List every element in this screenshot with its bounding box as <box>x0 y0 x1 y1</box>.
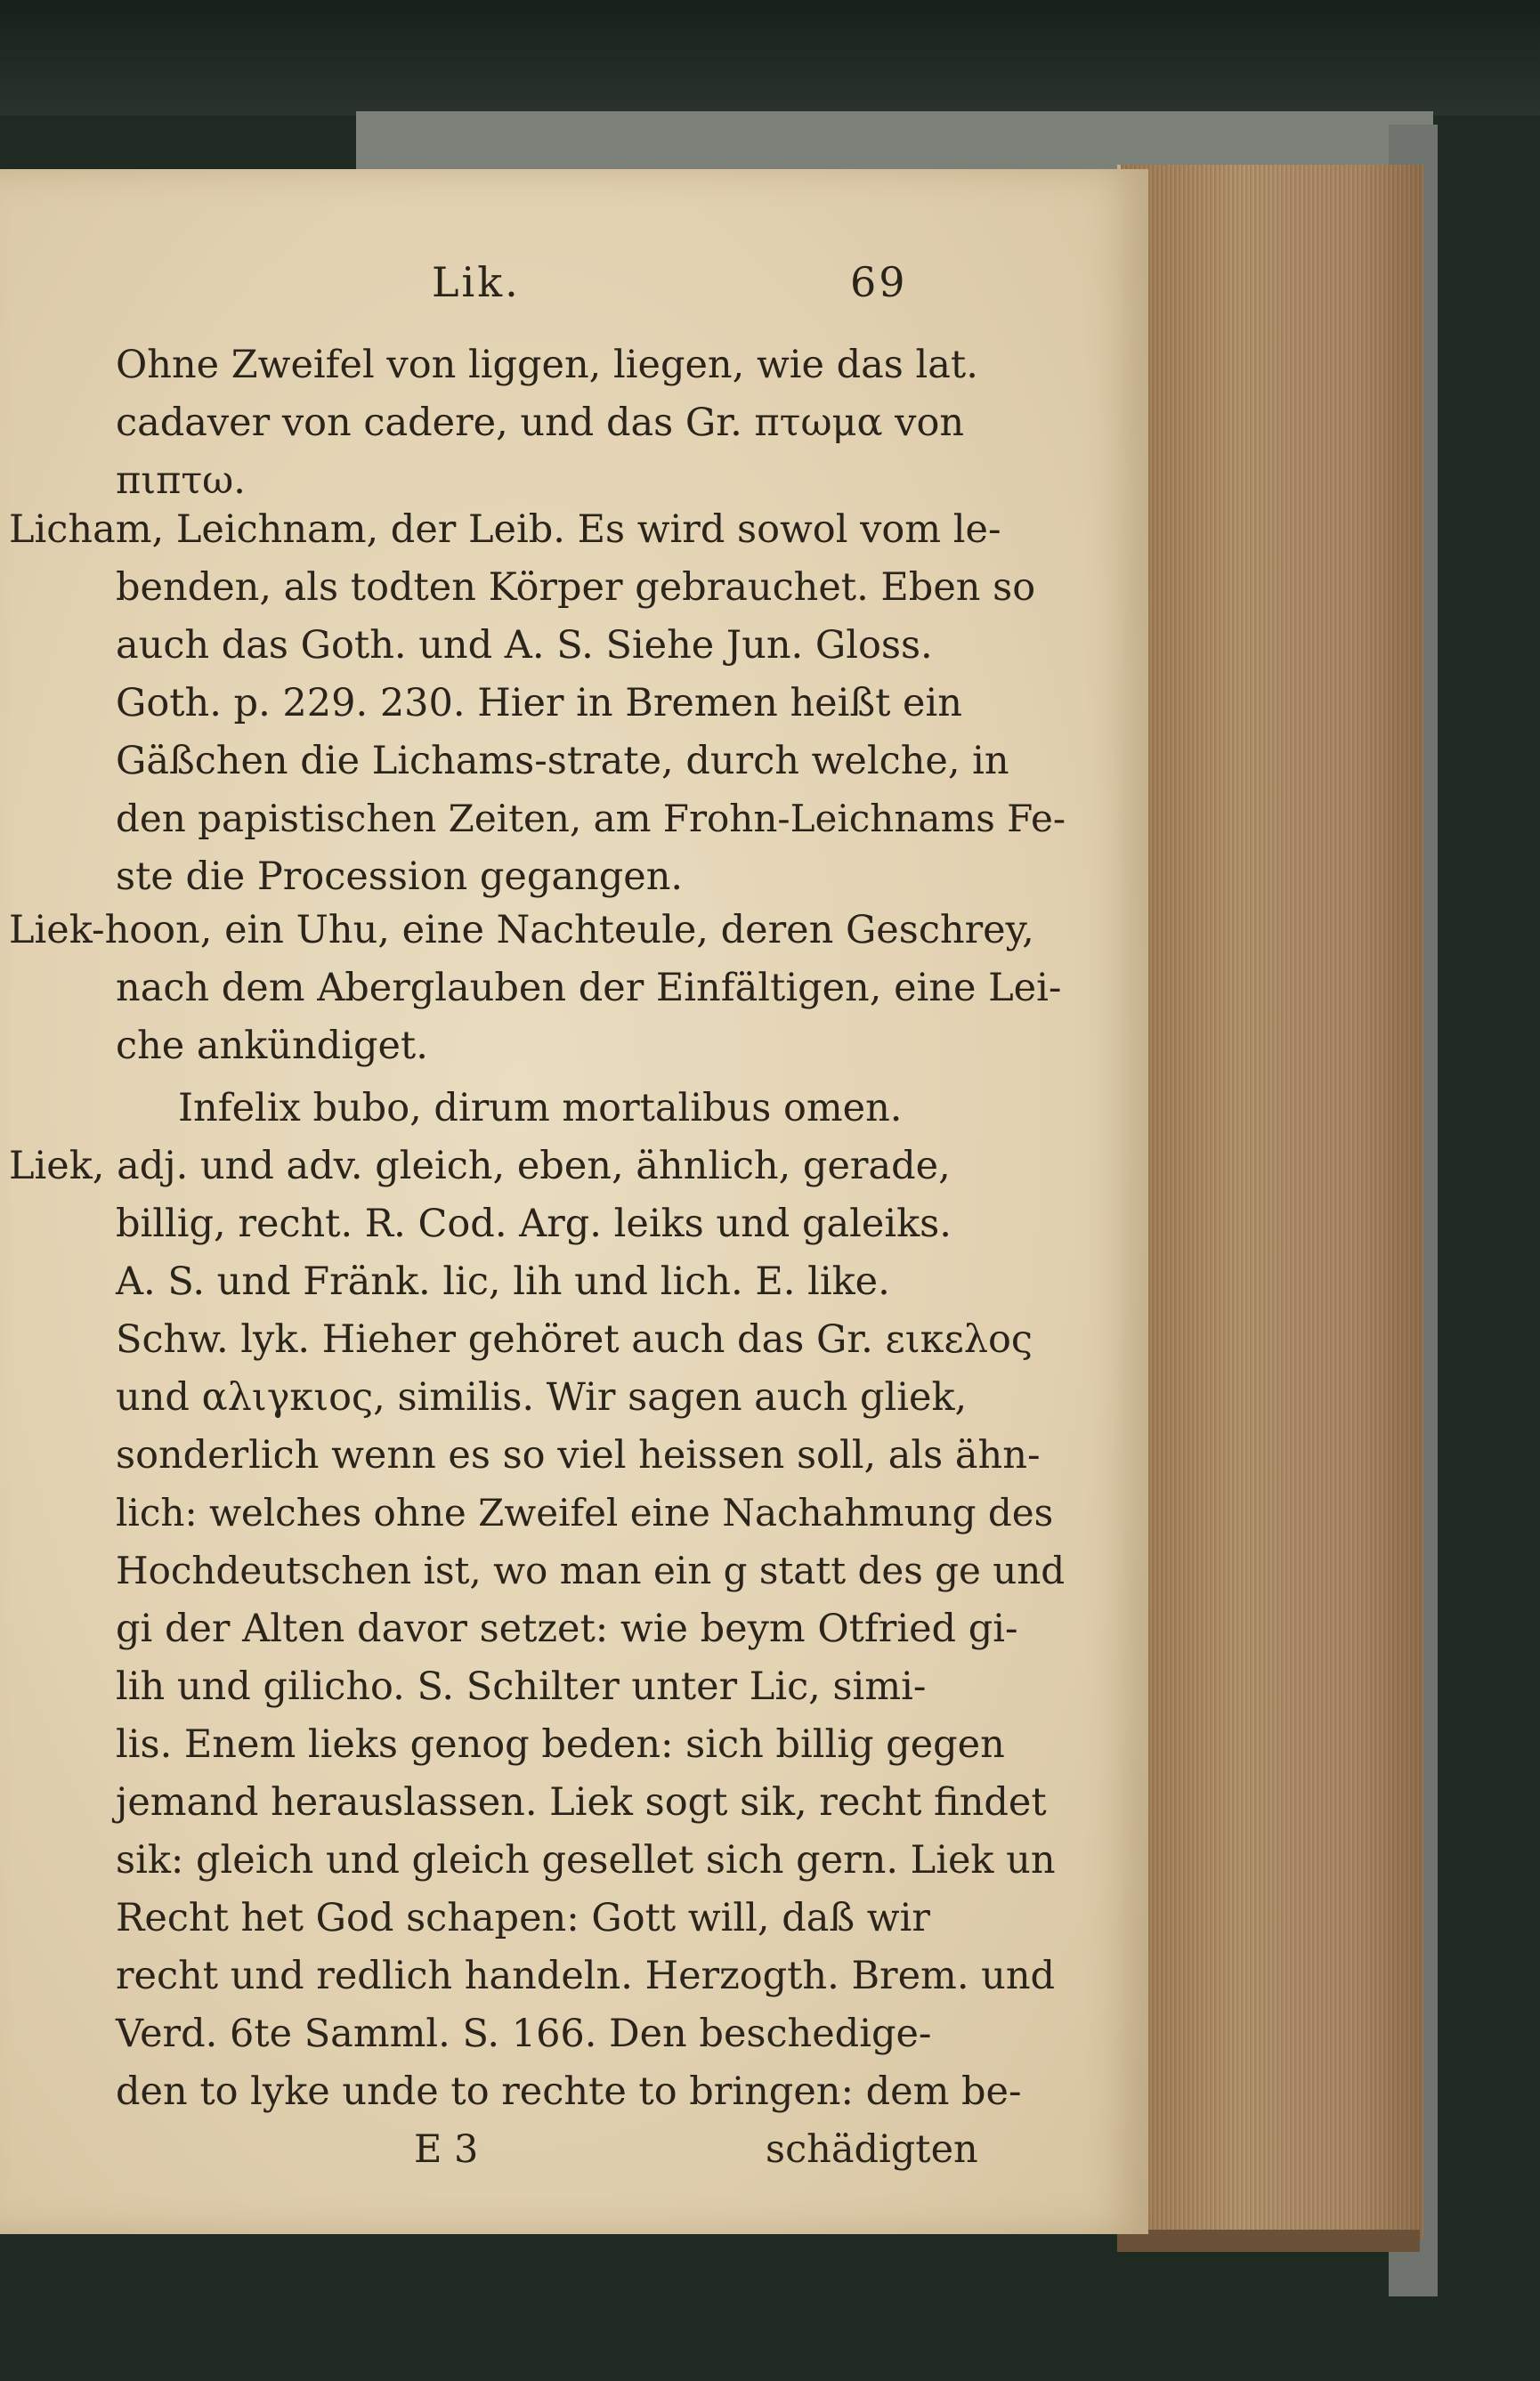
text-line: ste die Procession gegangen. <box>116 854 684 899</box>
text-line: Licham, Leichnam, der Leib. Es wird sowol vom le- <box>9 507 1001 552</box>
scanner-bed-top <box>0 0 1540 116</box>
text-line: sik: gleich und gleich gesellet sich gern. Liek un <box>116 1838 1056 1883</box>
text-line: jemand herauslassen. Liek sogt sik, recht findet <box>116 1780 1047 1825</box>
text-line: che ankündiget. <box>116 1024 428 1068</box>
text-line: gi der Alten davor setzet: wie beym Otfried gi- <box>116 1607 1018 1651</box>
text-line: nach dem Aberglauben der Einfältigen, eine Lei- <box>116 966 1062 1010</box>
text-line: lih und gilicho. S. Schilter unter Lic, simi- <box>116 1664 927 1709</box>
text-line: Liek, adj. und adv. gleich, eben, ähnlich, gerade, <box>9 1144 951 1188</box>
running-head: Lik. <box>432 258 521 306</box>
text-line: Ohne Zweifel von liggen, liegen, wie das lat. <box>116 343 978 387</box>
page-block-bottom <box>1117 2230 1420 2252</box>
text-line: auch das Goth. und A. S. Siehe Jun. Gloss. <box>116 623 933 668</box>
text-line: sonderlich wenn es so viel heissen soll, als ähn- <box>116 1433 1041 1478</box>
text-line: Goth. p. 229. 230. Hier in Bremen heißt ein <box>116 681 962 725</box>
text-line: Hochdeutschen ist, wo man ein g statt des ge und <box>116 1549 1066 1592</box>
text-line: cadaver von cadere, und das Gr. πτωμα von <box>116 401 965 445</box>
page-block-edges <box>1117 165 1423 2239</box>
text-line: Verd. 6te Samml. S. 166. Den beschedige- <box>116 2012 932 2056</box>
text-line: Liek-hoon, ein Uhu, eine Nachteule, deren Geschrey, <box>9 908 1034 952</box>
text-line: benden, als todten Körper gebrauchet. Eben so <box>116 565 1036 610</box>
text-line: billig, recht. R. Cod. Arg. leiks und galeiks. <box>116 1202 952 1246</box>
text-line: Infelix bubo, dirum mortalibus omen. <box>178 1086 903 1130</box>
text-line: πιπτω. <box>116 458 246 503</box>
text-line: und αλιγκιος, similis. Wir sagen auch gliek, <box>116 1375 968 1420</box>
text-line: den to lyke unde to rechte to bringen: dem be- <box>116 2069 1022 2114</box>
text-line: Gäßchen die Lichams-strate, durch welche, in <box>116 739 1009 783</box>
text-line: Recht het God schapen: Gott will, daß wir <box>116 1896 930 1940</box>
text-line: lis. Enem lieks genog beden: sich billig gegen <box>116 1722 1005 1767</box>
text-line: A. S. und Fränk. lic, lih und lich. E. like. <box>116 1259 890 1304</box>
text-line: den papistischen Zeiten, am Frohn-Leichnams Fe- <box>116 797 1066 840</box>
text-line: lich: welches ohne Zweifel eine Nachahmung des <box>116 1491 1054 1535</box>
catchword: schädigten <box>766 2127 978 2172</box>
page-number: 69 <box>850 258 908 306</box>
text-line: Schw. lyk. Hieher gehöret auch das Gr. εικελος <box>116 1317 1033 1362</box>
signature-mark: E 3 <box>414 2127 479 2172</box>
book-page <box>0 169 1148 2234</box>
text-line: recht und redlich handeln. Herzogth. Brem. und <box>116 1954 1056 1998</box>
